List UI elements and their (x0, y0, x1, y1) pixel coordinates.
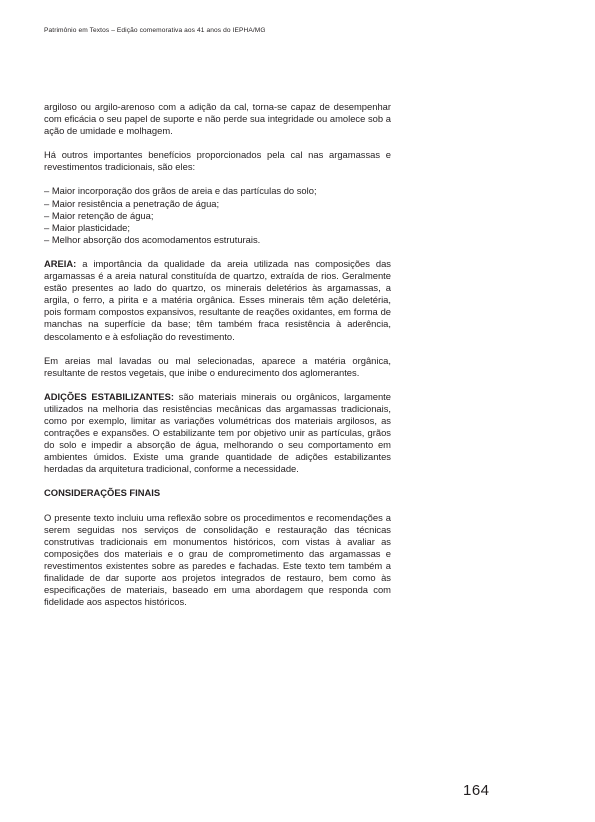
benefit-item: – Maior plasticidade; (44, 221, 130, 233)
text-areia: a importância da qualidade da areia utilizada nas composições das argamassas é a areia natural constituída de quartzo, extraída de rios. Geralmente estão presentes ao lado do quartzo, os minerais deletérios às argamassas, a argila, o ferro, a pirita e a matéria orgânica. Esses minerais têm ação deletéria, pois formam compostos expansivos, resultante de reações oxidantes, em forma de manchas na superfície da base; têm também fraca resistência à aderência, descolamento e à esfoliação do revestimento. (44, 257, 391, 342)
section-heading: CONSIDERAÇÕES FINAIS (44, 487, 161, 499)
page-body (44, 101, 391, 608)
text-adicoes: são materiais minerais ou orgânicos, largamente utilizados na melhoria das resistências mecânicas das argamassas tradicionais, como por exemplo, limitar as variações volumétricas dos materiais argilosos, as contrações e expansões. O estabilizante tem por objetivo unir as partículas, grãos do solo e impedir a absorção de água, melhorando o seu comportamento em ambientes úmidos. Existe uma grande quantidade de adições estabilizantes herdadas da arquitetura tradicional, conforme a necessidade. (44, 390, 391, 475)
term-adicoes: ADIÇÕES ESTABILIZANTES: (44, 390, 174, 402)
page-number: 164 (463, 782, 490, 799)
benefit-item: – Maior retenção de água; (44, 209, 154, 221)
benefit-item: – Melhor absorção dos acomodamentos estruturais. (44, 233, 261, 245)
paragraph-beneficios: Há outros importantes benefícios proporcionados pela cal nas argamassas e revestimentos tradicionais, são eles: (44, 149, 391, 173)
paragraph-areia (44, 258, 391, 343)
paragraph-argiloso: argiloso ou argilo-arenoso com a adição da cal, torna-se capaz de desempenhar com eficácia o seu papel de suporte e não perde sua integridade ou amolece sob a ação de umidade e molhagem. (44, 101, 391, 137)
term-areia: AREIA: (44, 257, 77, 269)
benefit-item: – Maior incorporação dos grãos de areia e das partículas do solo; (44, 185, 317, 197)
paragraph-areias-mal-lavadas: Em areias mal lavadas ou mal selecionadas, aparece a matéria orgânica, resultante de restos vegetais, que inibe o endurecimento dos aglomerantes. (44, 354, 391, 378)
running-header: Patrimônio em Textos – Edição comemorativa aos 41 anos do IEPHA/MG (44, 27, 266, 34)
benefit-item: – Maior resistência a penetração de água; (44, 197, 220, 209)
paragraph-adicoes (44, 391, 391, 476)
paragraph-consideracoes: O presente texto incluiu uma reflexão sobre os procedimentos e recomendações a serem seguidas nos serviços de consolidação e restauração das técnicas construtivas tradicionais em monumentos históricos, com vistas à avaliar as composições dos materiais e o grau de comprometimento das argamassas e revestimentos existentes sobre as paredes e fachadas. Este texto tem também a finalidade de dar suporte aos projetos integrados de restauro, bem como às especificações de materiais, baseado em uma abordagem que responda com fidelidade aos aspectos históricos. (44, 511, 391, 608)
benefits-list (44, 185, 391, 245)
